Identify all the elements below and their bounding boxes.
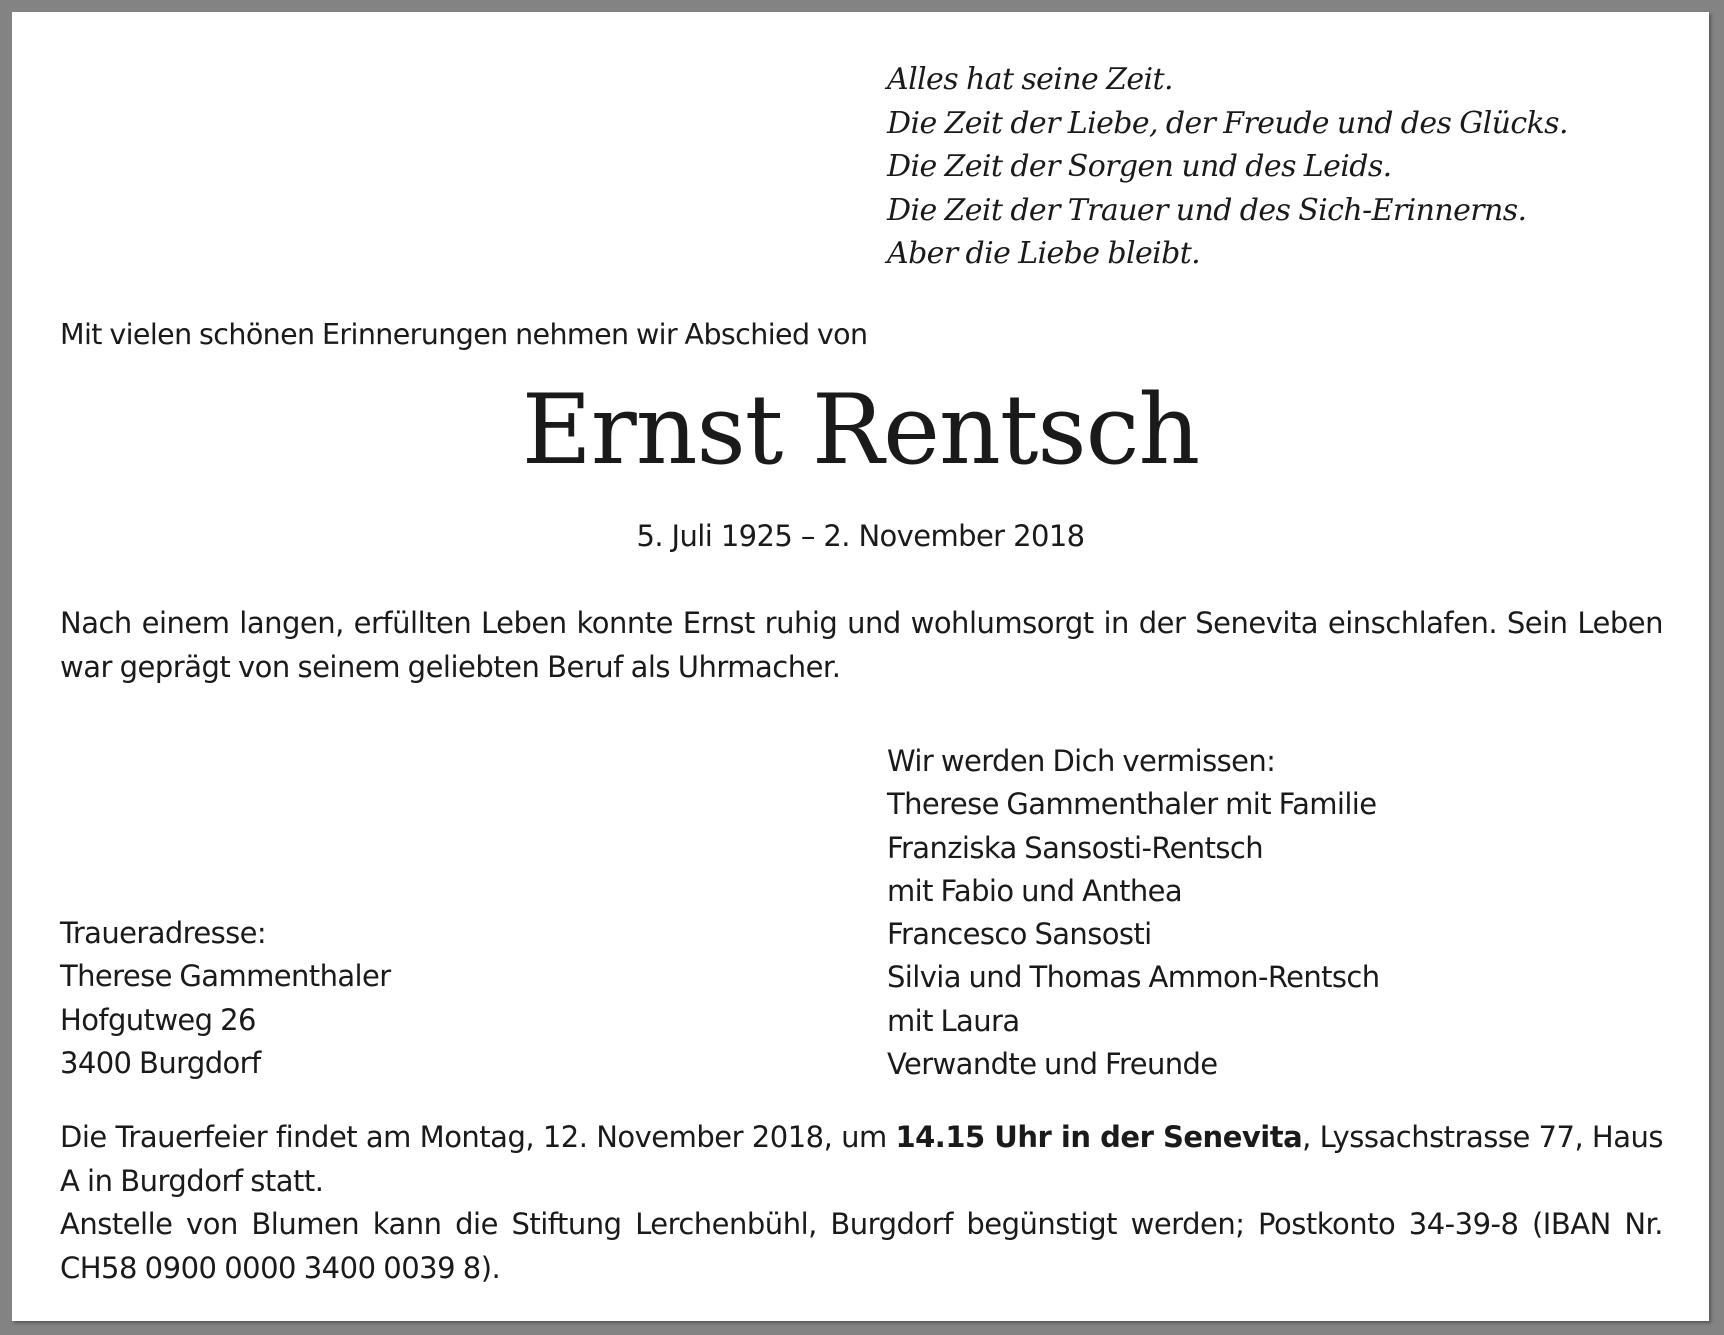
poem (887, 58, 1568, 276)
mourner-line: Therese Gammenthaler mit Familie (887, 787, 1377, 822)
address-label: Traueradresse: (60, 916, 267, 950)
mourner-line: Silvia und Thomas Ammon-Rentsch (887, 960, 1380, 995)
ceremony-paragraph (60, 1116, 1663, 1203)
ceremony-time-location: 14.15 Uhr in der Senevita (895, 1120, 1303, 1154)
mourner-line: Francesco Sansosti (887, 917, 1152, 952)
poem-line: Die Zeit der Liebe, der Freude und des Glücks. (887, 105, 1568, 141)
poem-line: Aber die Liebe bleibt. (887, 236, 1201, 271)
poem-line: Die Zeit der Trauer und des Sich-Erinnerns. (887, 192, 1527, 228)
obituary-notice (12, 12, 1709, 1321)
life-paragraph: Nach einem langen, erfüllten Leben konnte Ernst ruhig und wohlumsorgt in der Senevita einschlafen. Sein Leben war geprägt von seinem geliebten Beruf als Uhrmacher. (60, 606, 1663, 684)
address-city: 3400 Burgdorf (60, 1045, 261, 1080)
ceremony-text-after: , Lyssachstrasse 77, Haus A in Burgdorf statt. (60, 1120, 1663, 1198)
deceased-name: Ernst Rentsch (521, 374, 1200, 486)
address-street: Hofgutweg 26 (60, 1002, 256, 1037)
ceremony-details (60, 1116, 1663, 1290)
intro-text: Mit vielen schönen Erinnerungen nehmen wir Abschied von (60, 318, 868, 351)
mourner-line: Franziska Sansosti-Rentsch (887, 830, 1263, 865)
poem-line: Alles hat seine Zeit. (887, 62, 1173, 97)
poem-line: Die Zeit der Sorgen und des Leids. (887, 149, 1392, 184)
mourners-list (887, 740, 1380, 1086)
mourning-address (60, 912, 391, 1085)
mourners-heading: Wir werden Dich vermissen: (887, 744, 1276, 778)
mourner-line: mit Laura (887, 1003, 1020, 1038)
ceremony-text-before: Die Trauerfeier findet am Montag, 12. November 2018, um (60, 1120, 896, 1154)
mourner-line: mit Fabio und Anthea (887, 873, 1183, 908)
address-name: Therese Gammenthaler (60, 959, 391, 994)
donation-paragraph: Anstelle von Blumen kann die Stiftung Lerchenbühl, Burgdorf begünstigt werden; Postkonto 34-39-8 (IBAN Nr. CH58 0900 0000 3400 0039 8). (60, 1207, 1663, 1285)
mourner-line: Verwandte und Freunde (887, 1047, 1218, 1082)
life-dates: 5. Juli 1925 – 2. November 2018 (636, 519, 1085, 553)
